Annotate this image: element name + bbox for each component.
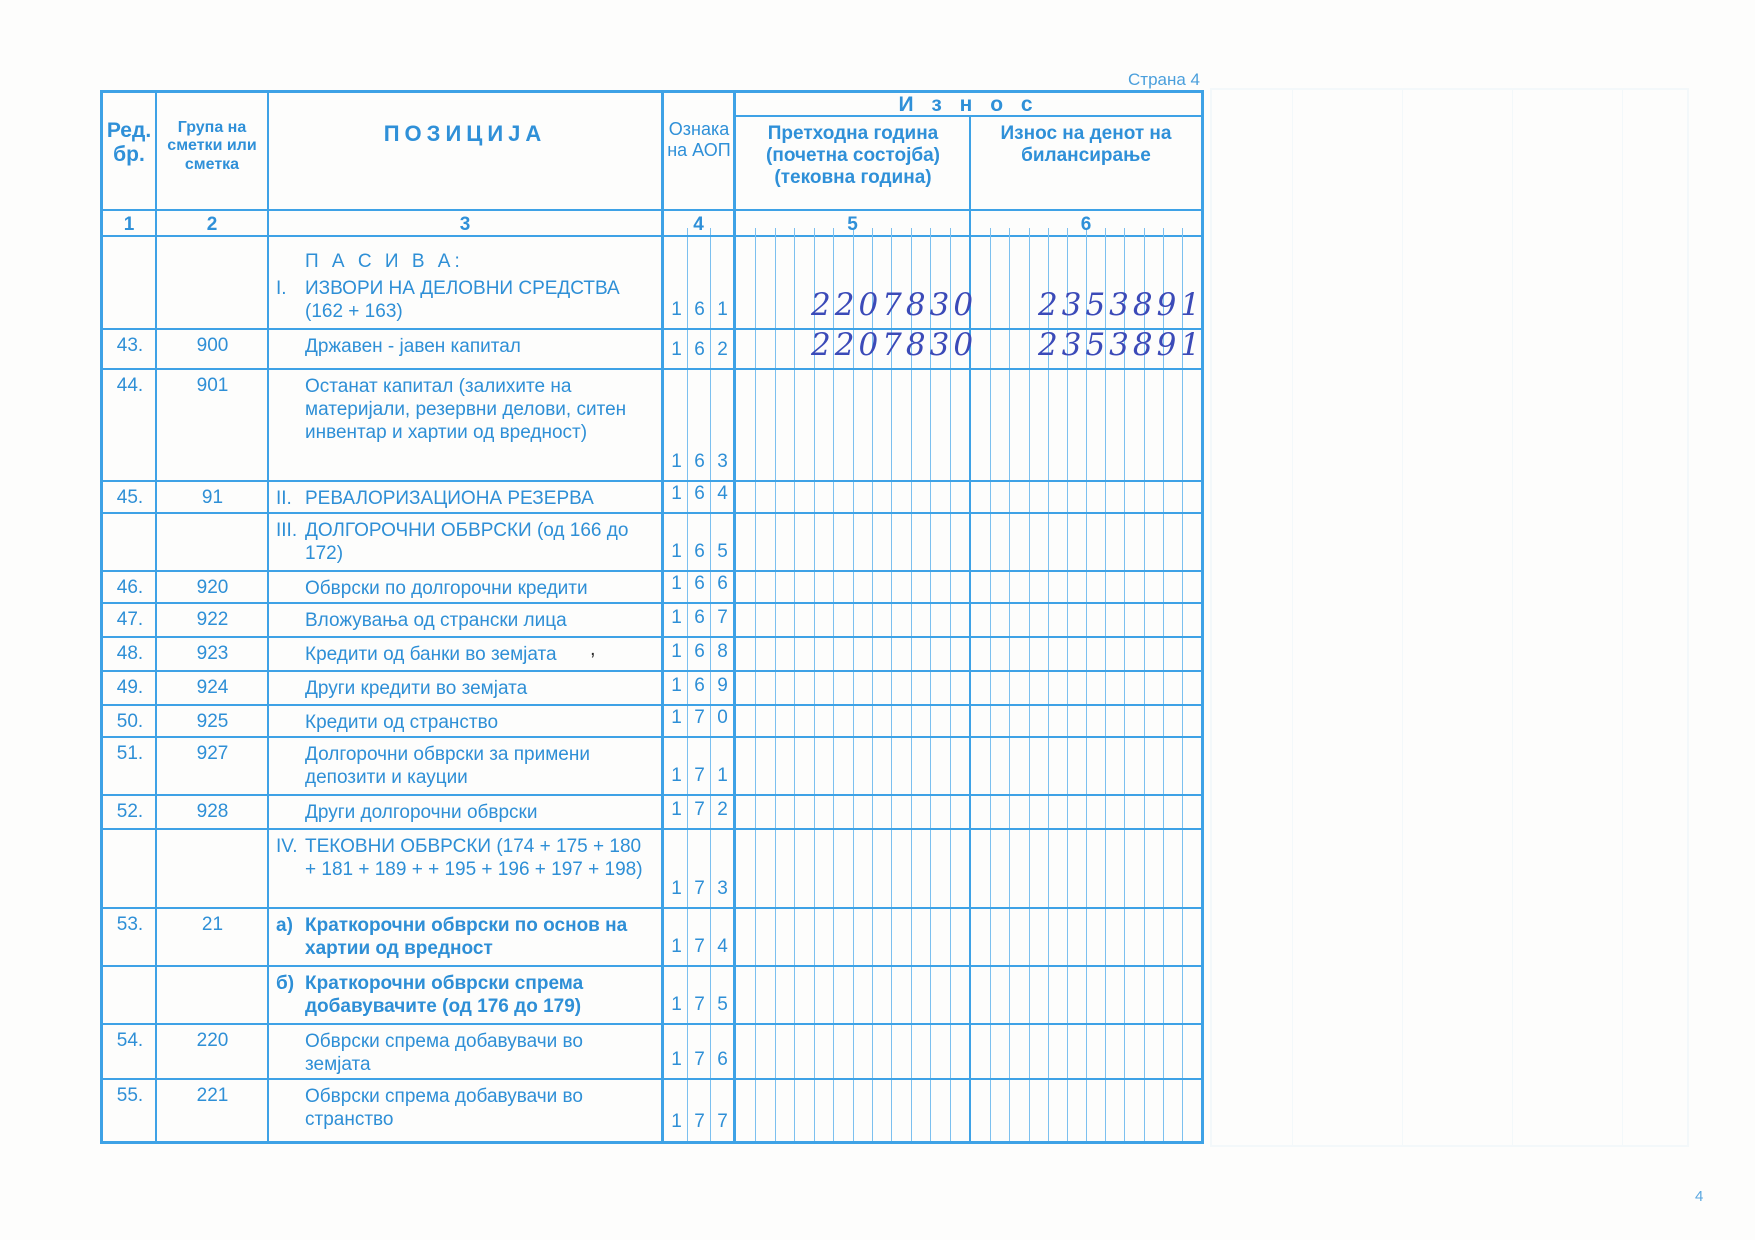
table-row	[103, 271, 1205, 329]
position-cell	[271, 487, 649, 511]
table-row	[103, 1079, 1201, 1141]
show-through-backside	[1210, 88, 1689, 1147]
row-number: 48.	[116, 643, 144, 664]
position-cell	[271, 577, 649, 601]
aop-code: 1 7 6	[671, 1049, 728, 1070]
table-row	[103, 513, 1201, 571]
position-cell	[271, 1030, 649, 1077]
table-row	[103, 369, 1201, 481]
aop-code: 1 7 1	[671, 765, 728, 786]
table-row	[103, 966, 1201, 1024]
position-cell	[271, 677, 649, 703]
account-group: 927	[196, 743, 229, 764]
position-text: Долгорочни обврски за примени депозити и кауции	[305, 744, 590, 788]
aop-code: 1 6 8	[671, 641, 728, 662]
position-cell	[271, 1085, 649, 1139]
aop-code: 1 7 5	[671, 994, 728, 1015]
position-text: Кредити од странство	[305, 712, 499, 733]
account-group: 901	[196, 375, 229, 396]
column-number-6: 6	[1080, 214, 1092, 235]
table-row	[103, 327, 1205, 369]
position-text: Останат капитал (залихите на материјали, резервни делови, ситен инвентар и хартии од вредност)	[305, 376, 627, 443]
aop-code: 1 6 5	[671, 541, 728, 562]
account-group: 928	[196, 801, 229, 822]
row-number: 45.	[116, 487, 144, 508]
aop-code: 1 6 2	[671, 339, 728, 360]
column-number-5: 5	[847, 214, 858, 235]
balance-day-amount: 2353891	[1038, 287, 1205, 323]
position-text: РЕВАЛОРИЗАЦИОНА РЕЗЕРВА	[305, 488, 594, 509]
column-number-4: 4	[693, 214, 704, 235]
row-number: 55.	[116, 1085, 144, 1106]
position-text: Други долгорочни обврски	[305, 802, 538, 823]
header-amount: И з н о с	[898, 93, 1039, 116]
table-row	[103, 671, 1201, 705]
account-group: 21	[201, 914, 224, 935]
header-row-number: Ред. бр.	[106, 119, 152, 167]
position-text: Обврски спрема добавувачи во земјата	[305, 1031, 583, 1075]
aop-code	[665, 241, 734, 265]
previous-year-amount: 2207830	[811, 287, 978, 323]
row-number: 53.	[116, 914, 144, 935]
account-group: 924	[196, 677, 229, 698]
table-row	[103, 737, 1201, 795]
section-marker: IV.	[276, 836, 298, 857]
column-number-2: 2	[206, 214, 218, 235]
position-text: Кредити од банки во земјата	[305, 644, 557, 665]
row-number: 54.	[116, 1030, 144, 1051]
account-group: 925	[196, 711, 229, 732]
position-cell	[271, 375, 649, 479]
position-cell	[271, 277, 649, 327]
account-group: 221	[196, 1085, 229, 1106]
position-text: Краткорочни обврски по основ на хартии од вредност	[305, 915, 628, 959]
position-text: Обврски спрема добавувачи во странство	[305, 1086, 583, 1130]
position-cell	[271, 519, 649, 569]
aop-code: 1 7 2	[671, 799, 728, 820]
position-text: Обврски по долгорочни кредити	[305, 578, 588, 599]
position-text: ТЕКОВНИ ОБВРСКИ (174 + 175 + 180 + 181 + 189 + + 195 + 196 + 197 + 198)	[305, 836, 643, 880]
position-text: Вложувања од странски лица	[305, 610, 567, 631]
aop-code: 1 7 0	[671, 707, 728, 728]
header-position: ПОЗИЦИЈА	[383, 121, 547, 146]
row-number: 52.	[116, 801, 144, 822]
pen-mark: ,	[590, 638, 596, 660]
column-number-3: 3	[459, 214, 471, 235]
position-text: Други кредити во земјата	[305, 678, 528, 699]
section-marker: а)	[276, 915, 293, 936]
account-group: 91	[201, 487, 224, 508]
header-balance-day: Износ на денот на билансирање	[1000, 123, 1172, 166]
table-row	[103, 829, 1201, 908]
table-row	[103, 705, 1201, 737]
aop-code: 1 7 3	[671, 878, 728, 899]
position-cell	[271, 914, 649, 964]
position-cell	[271, 801, 649, 827]
account-group: 923	[196, 643, 229, 664]
aop-code: 1 7 4	[671, 936, 728, 957]
header-aop-code: Ознака на АОП	[667, 119, 731, 160]
table-row	[103, 481, 1201, 513]
aop-code: 1 6 6	[671, 573, 728, 594]
aop-code: 1 6 9	[671, 675, 728, 696]
position-cell	[271, 711, 649, 735]
aop-code: 1 6 1	[671, 299, 728, 320]
balance-day-amount: 2353891	[1038, 327, 1205, 363]
position-cell	[271, 835, 649, 906]
footer-page-number: 4	[1695, 1188, 1704, 1205]
row-number: 49.	[116, 677, 144, 698]
position-cell	[271, 609, 649, 635]
header-account-group: Група на сметки или сметка	[167, 119, 257, 173]
row-number: 43.	[116, 335, 144, 356]
position-cell	[271, 335, 649, 367]
balance-sheet-form	[100, 90, 1204, 1144]
section-marker: III.	[276, 520, 298, 541]
section-marker: I.	[276, 278, 287, 299]
section-marker: II.	[276, 488, 292, 509]
section-marker: б)	[276, 973, 295, 994]
position-text: Краткорочни обврски спрема добавувачите (од 176 до 179)	[305, 973, 584, 1017]
table-row	[103, 571, 1201, 603]
position-text: П А С И В А:	[305, 251, 464, 272]
aop-code: 1 6 7	[671, 607, 728, 628]
aop-code: 1 6 3	[671, 451, 728, 472]
table-row	[103, 908, 1201, 966]
column-number-1: 1	[123, 214, 135, 235]
row-number: 47.	[116, 609, 144, 630]
table-row	[103, 1024, 1201, 1079]
table-row	[103, 795, 1201, 829]
row-number: 44.	[116, 375, 144, 396]
position-text: ИЗВОРИ НА ДЕЛОВНИ СРЕДСТВА (162 + 163)	[305, 278, 620, 322]
header-previous-year: Претходна година (почетна состојба) (тековна година)	[766, 123, 940, 188]
account-group: 900	[196, 335, 229, 356]
account-group: 922	[196, 609, 229, 630]
previous-year-amount: 2207830	[811, 327, 978, 363]
position-cell	[271, 972, 649, 1022]
row-number: 50.	[116, 711, 144, 732]
account-group: 220	[196, 1030, 229, 1051]
aop-code: 1 7 7	[671, 1111, 728, 1132]
position-text: ДОЛГОРОЧНИ ОБВРСКИ (од 166 до 172)	[305, 520, 629, 564]
aop-code: 1 6 4	[671, 483, 728, 504]
position-text: Државен - јавен капитал	[305, 336, 521, 357]
position-cell	[271, 743, 649, 793]
row-number: 46.	[116, 577, 144, 598]
account-group: 920	[196, 577, 229, 598]
table-row	[103, 637, 1201, 671]
table-row	[103, 236, 1201, 271]
row-number: 51.	[116, 743, 144, 764]
table-row	[103, 603, 1201, 637]
page-label: Страна 4	[1128, 70, 1200, 89]
